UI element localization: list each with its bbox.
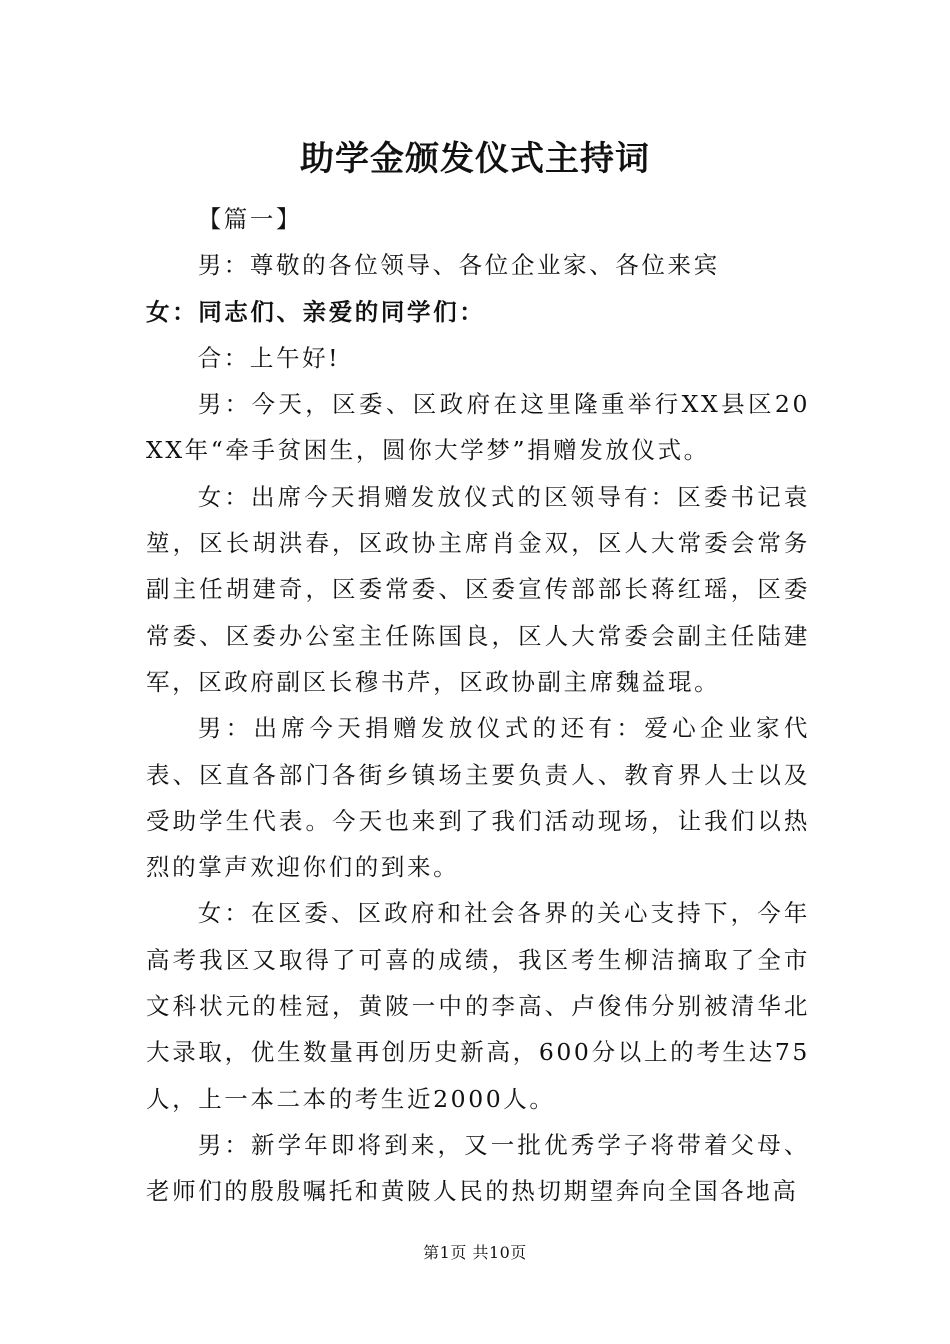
paragraph-leaders-attending: 女：出席今天捐赠发放仪式的区领导有：区委书记袁堃，区长胡洪春，区政协主席肖金双，区人大常委会常务副主任胡建奇，区委常委、区委宣传部部长蒋红瑶，区委常委、区委办公室主任陈国良，区人大常委会副主任陆建军，区政府副区长穆书芹，区政协副主席魏益琨。 — [146, 482, 810, 696]
paragraph-guests-attending: 男：出席今天捐赠发放仪式的还有：爱心企业家代表、区直各部门各街乡镇场主要负责人、教育界人士以及受助学生代表。今天也来到了我们活动现场，让我们以热烈的掌声欢迎你们的到来。 — [146, 714, 810, 882]
paragraph-together-greeting: 合：上午好! — [197, 343, 341, 372]
paragraph-ceremony-intro: 男：今天，区委、区政府在这里隆重举行XX县区20XX年“牵手贫困生，圆你大学梦”捐赠发放仪式。 — [146, 390, 810, 465]
paragraph-male-greeting: 男：尊敬的各位领导、各位企业家、各位来宾 — [197, 251, 720, 280]
paragraph-new-school-year: 男：新学年即将到来，又一批优秀学子将带着父母、老师们的殷殷嘱托和黄陂人民的热切期望奔向全国各地高 — [146, 1130, 810, 1206]
page-number-footer: 第1页 共10页 — [423, 1243, 527, 1262]
paragraph-female-greeting: 女：同志们、亲爱的同学们： — [146, 297, 486, 326]
document-title: 助学金颁发仪式主持词 — [300, 139, 650, 179]
section-heading: 【篇一】 — [197, 205, 303, 233]
document-body — [146, 196, 810, 1215]
paragraph-exam-results: 女：在区委、区政府和社会各界的关心支持下，今年高考我区又取得了可喜的成绩，我区考生柳洁摘取了全市文科状元的桂冠，黄陂一中的李高、卢俊伟分别被清华北大录取，优生数量再创历史新高，600分以上的考生达75人，上一本二本的考生近2000人。 — [146, 899, 810, 1113]
